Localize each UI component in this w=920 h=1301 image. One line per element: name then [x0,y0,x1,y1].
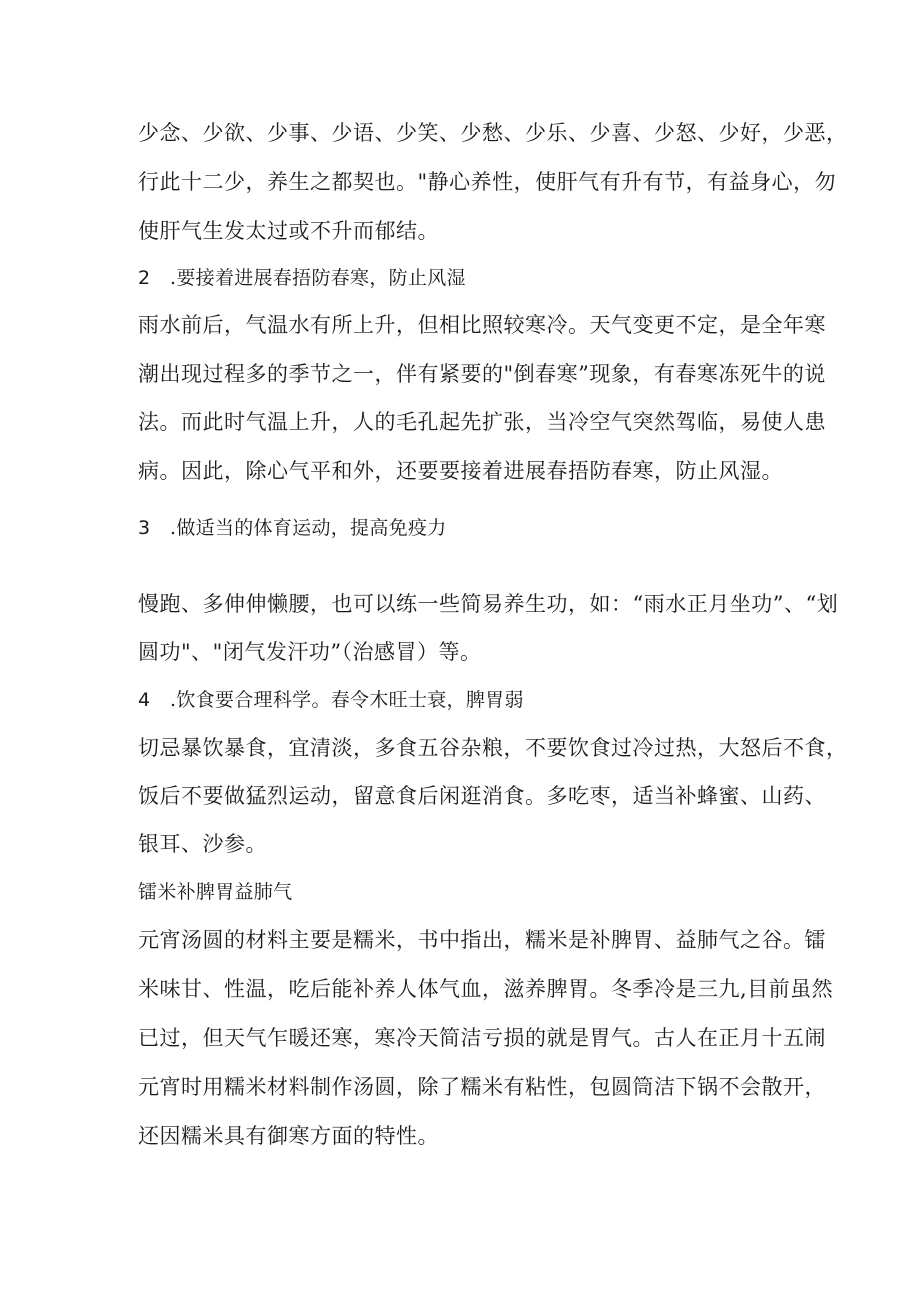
paragraph-4-line-1: 切忌暴饮暴食，宜清淡，多食五谷杂粮，不要饮食过冷过热，大怒后不食， [138,736,848,760]
paragraph-5-line-1: 元宵汤圆的材料主要是糯米，书中指出，糯米是补脾胃、益肺气之谷。镭 [138,928,826,952]
section-title: .饮食要合理科学。春令木旺士衰，脾胃弱 [170,689,524,711]
paragraph-2-line-3: 法。而此时气温上升，人的毛孔起先扩张，当冷空气突然驾临，易使人患 [138,410,826,434]
paragraph-5-line-3: 已过，但天气乍暖还寒，寒冷天简洁亏损的就是胃气。古人在正月十五闹 [138,1026,826,1050]
paragraph-2-line-4: 病。因此，除心气平和外，还要要接着进展春捂防春寒，防止风湿。 [138,459,783,483]
paragraph-4-line-2: 饭后不要做猛烈运动，留意食后闲逛消食。多吃枣，适当补蜂蜜、山药、 [138,784,826,808]
section-number: 3 [138,517,151,539]
section-heading-4 [138,685,524,715]
paragraph-2-line-2: 潮出现过程多的季节之一，伴有紧要的"倒春寒”现象，有春寒冻死牛的说 [138,362,826,386]
subheading-glutinous-rice: 镭米补脾胃益肺气 [138,881,293,903]
paragraph-5-line-5: 还因糯米具有御寒方面的特性。 [138,1124,439,1148]
paragraph-1-line-1: 少念、少欲、少事、少语、少笑、少愁、少乐、少喜、少怒、少好，少恶， [138,121,848,145]
paragraph-5-line-2: 米味甘、性温，吃后能补养人体气血，滋养脾胃。冬季冷是三九,目前虽然 [138,977,834,1001]
section-title: .要接着进展春捂防春寒，防止风湿 [170,267,466,289]
section-number: 4 [138,689,151,711]
paragraph-3-line-1: 慢跑、多伸伸懒腰，也可以练一些简易养生功，如：“雨水正月坐功”、“划 [138,592,839,616]
section-heading-2 [138,263,466,293]
paragraph-3-line-2: 圆功"、"闭气发汗功”（治感冒）等。 [138,640,482,664]
paragraph-5-line-4: 元宵时用糯米材料制作汤圆，除了糯米有粘性，包圆筒洁下锅不会散开， [138,1075,826,1099]
section-title: .做适当的体育运动，提高免疫力 [170,517,447,539]
paragraph-4-line-3: 银耳、沙参。 [138,832,267,856]
paragraph-1-line-3: 使肝气生发太过或不升而郁结。 [138,219,439,243]
section-heading-3 [138,513,447,543]
section-number: 2 [138,267,151,289]
paragraph-1-line-2: 行此十二少，养生之都契也。"静心养性，使肝气有升有节，有益身心，勿 [138,170,837,194]
paragraph-2-line-1: 雨水前后，气温水有所上升，但相比照较寒冷。天气变更不定，是全年寒 [138,313,826,337]
